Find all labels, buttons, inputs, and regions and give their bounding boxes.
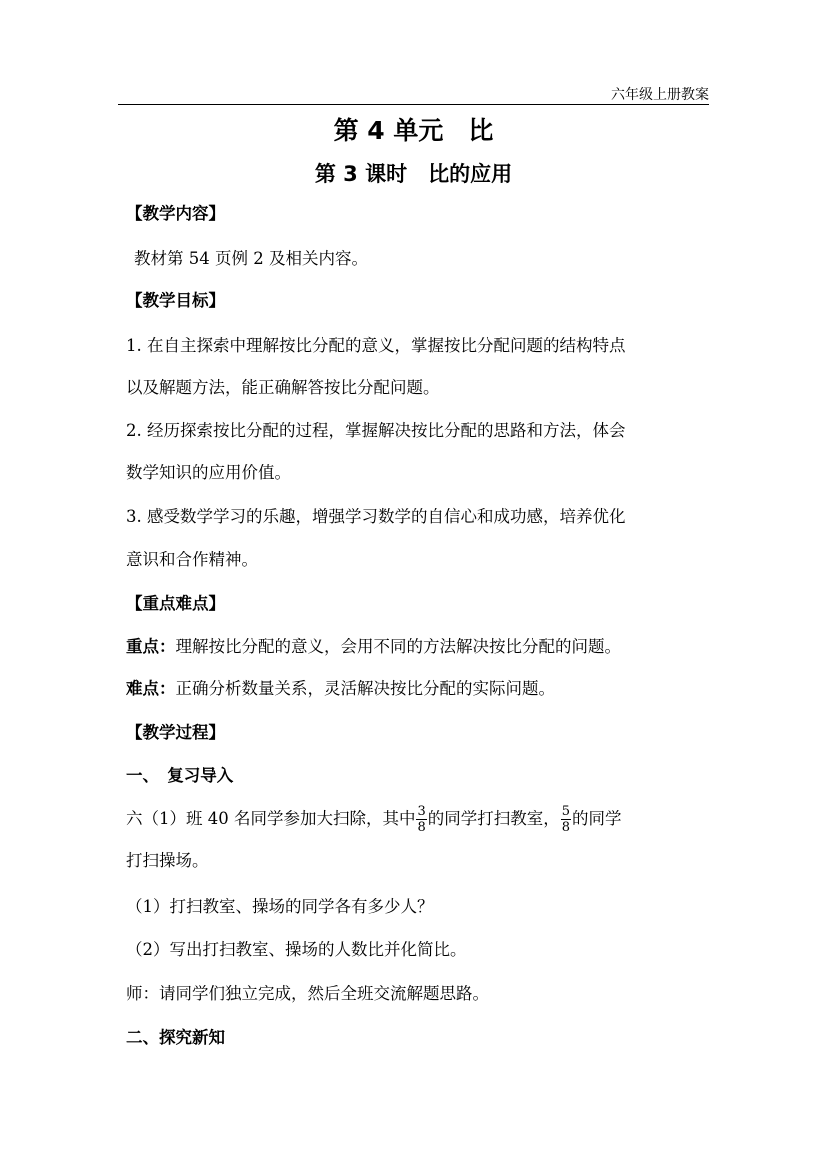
fraction-5-8: $\frac{5}{8}$ [561,804,571,835]
key-text: 理解按比分配的意义，会用不同的方法解决按比分配的问题。 [175,637,621,656]
problem-part-2: 的同学打扫教室， [427,809,560,828]
key-point [126,637,716,657]
goal-3-line-2: 意识和合作精神。 [126,550,258,569]
question-2: （2）写出打扫教室、操场的人数比并化简比。 [126,940,467,959]
page-subtitle: 第 3 课时 比的应用 [314,162,513,186]
problem-part-3: 的同学 [572,809,622,828]
goal-1-line-2: 以及解题方法，能正确解答按比分配问题。 [126,378,440,397]
goal-3-line-1: 3. 感受数学学习的乐趣，增强学习数学的自信心和成功感，培养优化 [126,507,626,526]
teacher-line: 师：请同学们独立完成，然后全班交流解题思路。 [126,984,489,1003]
problem-part-1: 六（1）班 40 名同学参加大扫除，其中 [126,809,416,828]
problem-line-1 [126,804,716,835]
question-1: （1）打扫教室、操场的同学各有多少人？ [126,897,434,916]
fraction-3-8: $\frac{3}{8}$ [417,804,426,835]
key-heading: 【重点难点】 [126,594,225,613]
page-title: 第 4 单元 比 [333,116,494,145]
step-1-heading: 一、 复习导入 [126,766,234,785]
header-text: 六年级上册教案 [611,87,709,103]
goal-1-line-1: 1. 在自主探索中理解按比分配的意义，掌握按比分配问题的结构特点 [126,336,626,355]
difficult-label: 难点： [126,679,176,698]
content-heading: 【教学内容】 [126,204,225,223]
goals-heading: 【教学目标】 [126,291,225,310]
problem-line-2: 打扫操场。 [126,851,209,870]
difficult-point [126,679,716,699]
header-rule [118,104,709,105]
goal-2-line-1: 2. 经历探索按比分配的过程，掌握解决按比分配的思路和方法，体会 [126,421,626,440]
difficult-text: 正确分析数量关系，灵活解决按比分配的实际问题。 [175,679,555,698]
step-2-heading: 二、探究新知 [126,1028,225,1047]
goal-2-line-2: 数学知识的应用价值。 [126,463,291,482]
key-label: 重点： [126,637,176,656]
content-text: 教材第 54 页例 2 及相关内容。 [134,249,368,268]
process-heading: 【教学过程】 [126,723,225,742]
